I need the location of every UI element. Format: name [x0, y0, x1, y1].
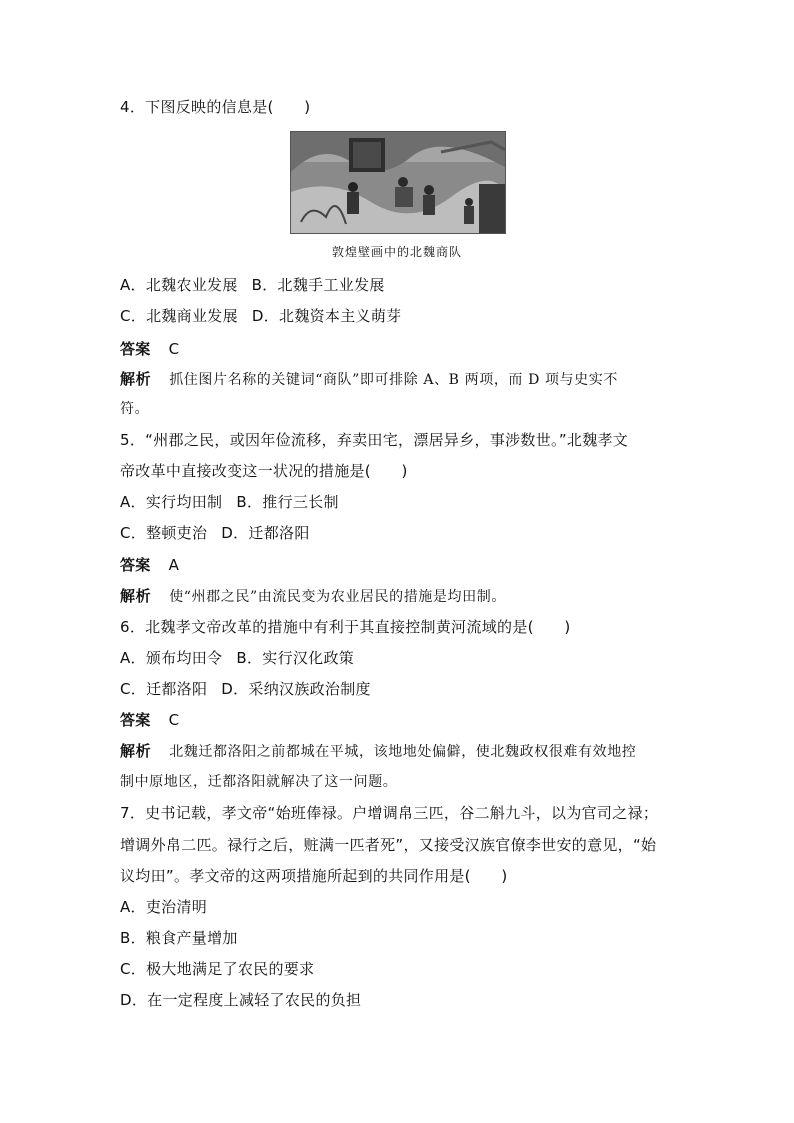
q4-option-a: A．北魏农业发展	[120, 276, 238, 294]
q4-option-c: C．北魏商业发展	[120, 307, 238, 325]
q7-stem-line-1: 7．史书记载，孝文帝“始班俸禄。户增调帛三匹，谷二斛九斗，以为官司之禄；	[120, 804, 659, 822]
q4-analysis-line-1	[120, 369, 618, 390]
analysis-label: 解析	[120, 370, 152, 388]
q6-option-c: C．迁都洛阳	[120, 680, 208, 698]
q6-option-a: A．颁布均田令	[120, 649, 223, 667]
analysis-text: 使“州郡之民”由流民变为农业居民的措施是均田制。	[169, 589, 506, 605]
q6-option-b: B．实行汉化政策	[236, 649, 355, 667]
q6-stem: 6．北魏孝文帝改革的措施中有利于其直接控制黄河流域的是( )	[120, 618, 571, 636]
q5-stem-line-2: 帝改革中直接改变这一状况的措施是( )	[120, 462, 408, 480]
q5-analysis-line-1	[120, 586, 506, 607]
q5-answer	[120, 555, 179, 575]
q6-options-row-2	[120, 679, 371, 699]
q7-stem-line-2: 增调外帛二匹。禄行之后，赃满一匹者死”，又接受汉族官僚李世安的意见，“始	[120, 836, 657, 854]
q6-option-d: D．采纳汉族政治制度	[221, 680, 371, 698]
q5-option-d: D．迁都洛阳	[221, 524, 310, 542]
answer-value: C	[168, 340, 180, 358]
q4-option-d: D．北魏资本主义萌芽	[251, 307, 402, 325]
q6-options-row-1	[120, 648, 354, 668]
answer-label: 答案	[120, 340, 151, 358]
analysis-text: 北魏迁都洛阳之前都城在平城，该地地处偏僻，使北魏政权很难有效地控	[169, 744, 637, 760]
q4-options-row-2	[120, 306, 401, 326]
q6-analysis-line-1	[120, 741, 636, 762]
q5-options-row-2	[120, 523, 310, 543]
mural-caption: 敦煌壁画中的北魏商队	[331, 245, 462, 259]
q5-stem-line-1: 5．“州郡之民，或因年俭流移，弃卖田宅，漂居异乡，事涉数世。”北魏孝文	[120, 431, 629, 449]
q4-analysis-line-2: 符。	[120, 401, 150, 417]
analysis-label: 解析	[120, 587, 152, 605]
q7-option-c: C．极大地满足了农民的要求	[120, 960, 315, 978]
q4-options-row-1	[120, 275, 385, 295]
answer-value: C	[168, 711, 180, 729]
answer-value: A	[168, 556, 180, 574]
q6-answer	[120, 710, 179, 730]
q5-option-c: C．整顿吏治	[120, 524, 208, 542]
dunhuang-mural-image	[290, 131, 506, 234]
answer-label: 答案	[120, 556, 151, 574]
q5-options-row-1	[120, 492, 339, 512]
q7-option-d: D．在一定程度上减轻了农民的负担	[120, 991, 362, 1009]
q4-stem: 4．下图反映的信息是( )	[120, 98, 311, 116]
q6-analysis-line-2: 制中原地区，迁都洛阳就解决了这一问题。	[120, 774, 398, 790]
q7-stem-line-3: 议均田”。孝文帝的这两项措施所起到的共同作用是( )	[120, 867, 508, 885]
q7-option-a: A．吏治清明	[120, 898, 208, 916]
answer-label: 答案	[120, 711, 151, 729]
analysis-label: 解析	[120, 742, 152, 760]
q7-option-b: B．粮食产量增加	[120, 929, 238, 947]
q4-option-b: B．北魏手工业发展	[251, 276, 385, 294]
analysis-text: 抓住图片名称的关键词“商队”即可排除 A、B 两项，而 D 项与史实不	[169, 372, 618, 388]
q4-answer	[120, 339, 179, 359]
q5-option-a: A．实行均田制	[120, 493, 223, 511]
q5-option-b: B．推行三长制	[236, 493, 339, 511]
